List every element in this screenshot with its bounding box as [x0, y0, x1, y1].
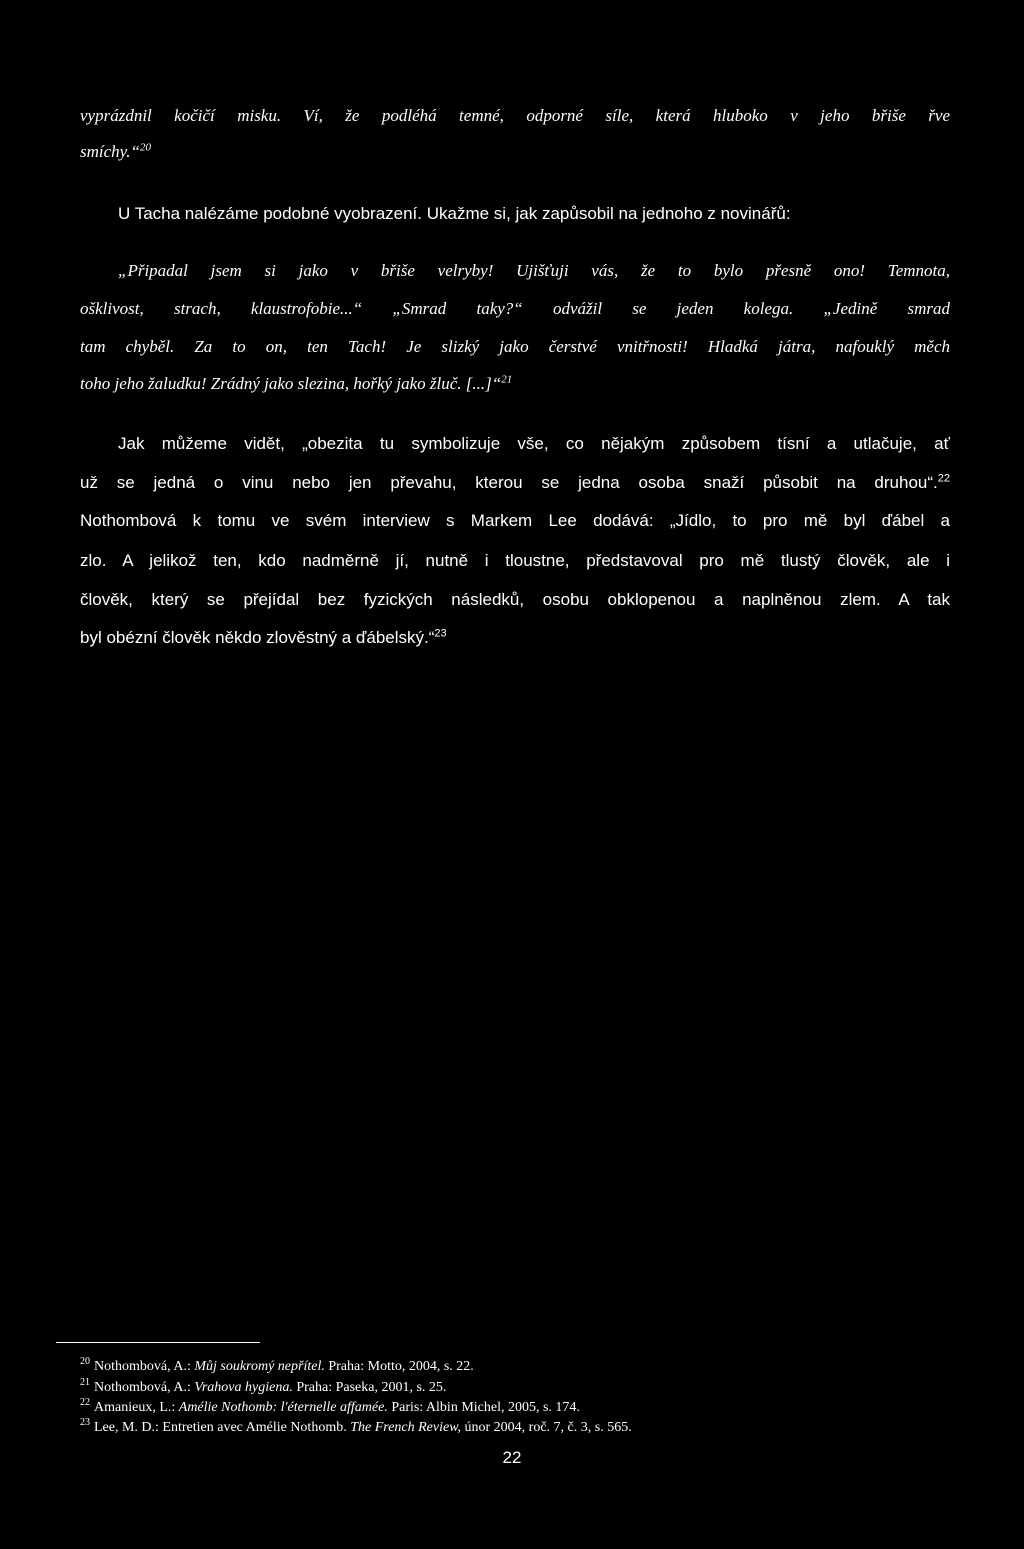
- body-paragraph-line: Jak můžeme vidět, „obezita tu symbolizuje vše, co nějakým způsobem tísní a utlačuje, ať: [118, 434, 950, 453]
- footnote-number: 23: [80, 1417, 90, 1429]
- footnote: [80, 1397, 580, 1416]
- footnote-title: Můj soukromý nepřítel.: [194, 1359, 325, 1374]
- footnote-ref: 21: [501, 373, 513, 386]
- footnote-author: Nothombová, A.:: [94, 1380, 195, 1395]
- body-paragraph-line: už se jedná o vinu nebo jen převahu, kterou se jedna osoba snaží působit na druhou“.$^{22}$: [80, 472, 950, 492]
- footnote-publication: únor 2004, roč. 7, č. 3, s. 565.: [461, 1420, 632, 1435]
- quote-line: ošklivost, strach, klaustrofobie...“ „Smrad taky?“ odvážil se jeden kolega. „Jedině smrad: [80, 299, 950, 318]
- footnote: [80, 1417, 632, 1436]
- body-paragraph: U Tacha nalézáme podobné vyobrazení. Ukažme si, jak zapůsobil na jednoho z novinářů:: [118, 204, 791, 223]
- footnote-ref: 20: [139, 141, 151, 154]
- quote-line: smíchy.“$^{20}$: [80, 141, 151, 161]
- footnote-ref: 23: [434, 627, 447, 640]
- footnote-author: Nothombová, A.:: [94, 1359, 195, 1374]
- footnote: [80, 1377, 447, 1396]
- body-paragraph-line: zlo. A jelikož ten, kdo nadměrně jí, nutně i tloustne, představoval pro mě tlustý člověk, ale i: [80, 551, 950, 570]
- quote-line: „Připadal jsem si jako v břiše velryby! Ujišťuji vás, že to bylo přesně ono! Temnota,: [118, 261, 950, 280]
- page-number: 22: [502, 1448, 522, 1467]
- footnote-title: Vrahova hygiena.: [194, 1380, 293, 1395]
- quote-line: vyprázdnil kočičí misku. Ví, že podléhá temné, odporné síle, která hluboko v jeho břiše řve: [80, 106, 950, 125]
- quote-line: tam chyběl. Za to on, ten Tach! Je slizký jako čerstvé vnitřnosti! Hladká játra, nafouklý měch: [80, 337, 950, 356]
- body-paragraph-line: Nothombová k tomu ve svém interview s Markem Lee dodává: „Jídlo, to pro mě byl ďábel a: [80, 511, 950, 530]
- footnote-publication: Paris: Albin Michel, 2005, s. 174.: [387, 1400, 580, 1415]
- footnote-ref: 22: [937, 472, 950, 485]
- footnote-separator: [56, 1342, 260, 1343]
- footnote-title: The French Review,: [350, 1420, 462, 1435]
- footnote-publication: Praha: Paseka, 2001, s. 25.: [292, 1380, 447, 1395]
- footnote-number: 22: [80, 1397, 90, 1409]
- body-paragraph-line: člověk, který se přejídal bez fyzických následků, osobu obklopenou a naplněnou zlem. A tak: [80, 590, 950, 609]
- footnote-publication: Praha: Motto, 2004, s. 22.: [324, 1359, 474, 1374]
- footnote-author: Lee, M. D.: Entretien avec Amélie Nothomb.: [94, 1420, 351, 1435]
- quote-line: toho jeho žaludku! Zrádný jako slezina, hořký jako žluč. [...]“$^{21}$: [80, 373, 513, 393]
- footnote-title: Amélie Nothomb: l'éternelle affamée.: [178, 1400, 388, 1415]
- footnote-number: 21: [80, 1377, 90, 1389]
- footnote: [80, 1356, 474, 1375]
- footnote-number: 20: [80, 1356, 90, 1368]
- footnote-author: Amanieux, L.:: [94, 1400, 179, 1415]
- body-paragraph-line: byl obézní člověk někdo zlověstný a ďábelský.“$^{23}$: [80, 627, 447, 647]
